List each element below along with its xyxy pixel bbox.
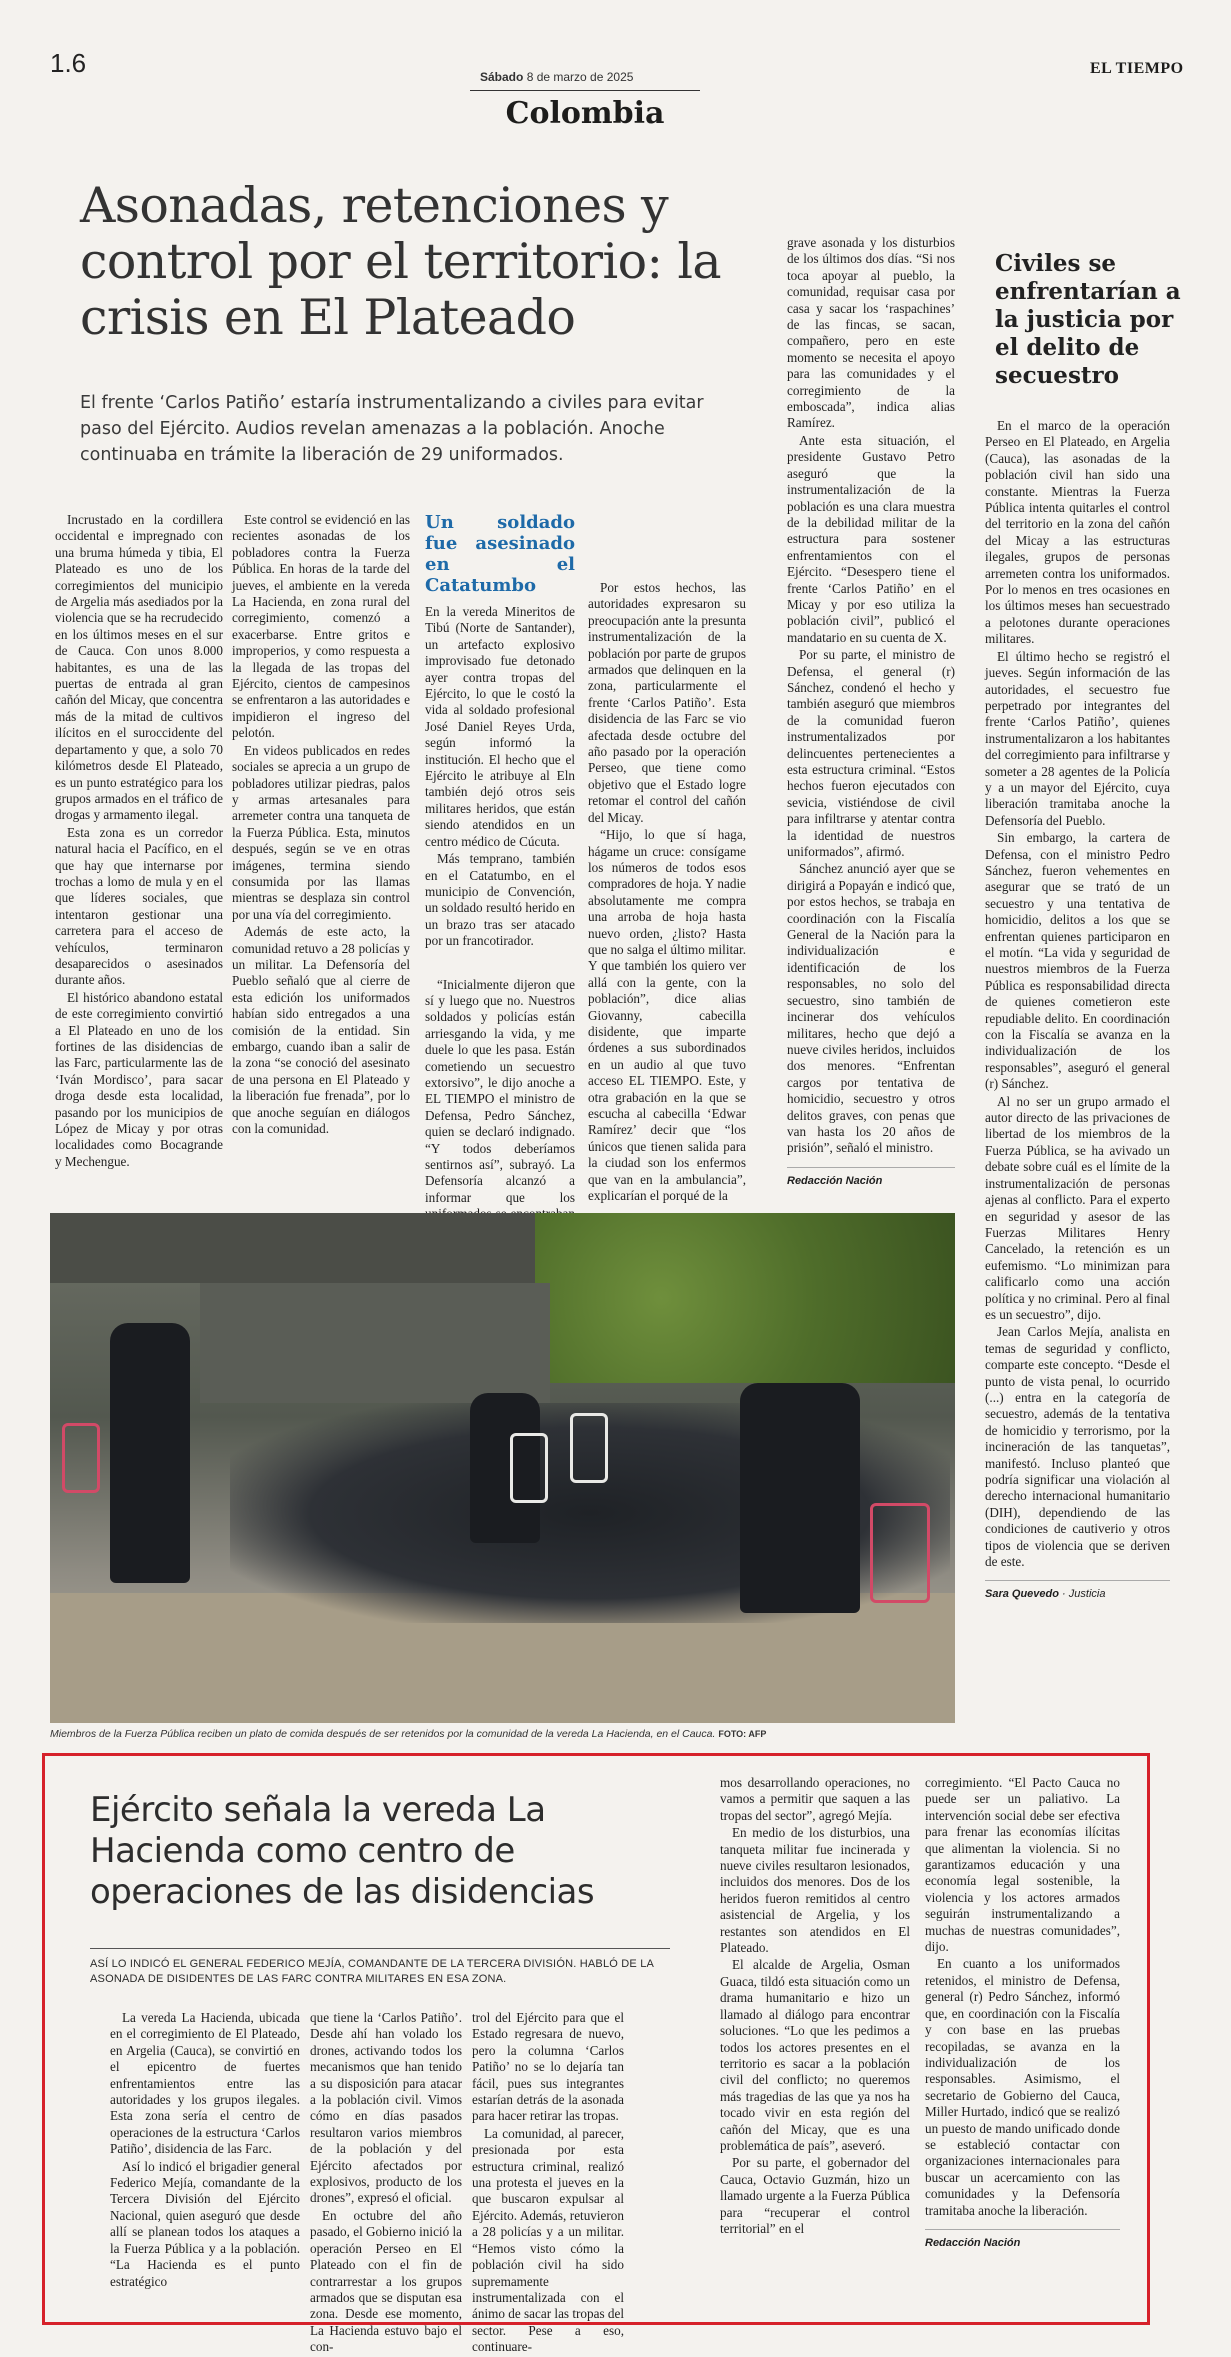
paragraph: La comunidad, al parecer, presionada por esta estructura criminal, realizó una protesta el jueves en la que buscaron expulsar al Ejército. Además, retuvieron a 28 policías y a un militar. “Hemos visto cómo la población civil ha sido supremamente instrumentalizada con el ánimo de sacar las tropas del sector. Pese a eso, continuare- [472,2125,624,2355]
paragraph: En octubre del año pasado, el Gobierno inició la operación Perseo en El Plateado con el fin de contrarrestar a los grupos armados que se disputan esa zona. Desde ese momento, La Hacienda estuvo bajo el con- [310,2207,462,2355]
paragraph: Este control se evidenció en las recientes asonadas de los pobladores contra la Fuerza Pública. En horas de la tarde del jueves, el ambiente en la vereda La Hacienda, en zona rural del corregimiento, comenzó a exacerbarse. Entre gritos e improperios, y como respuesta a la llegada de las tropas del Ejército, cientos de campesinos se enfrentaron a las autoridades e impidieron el ingreso del pelotón. [232,512,410,741]
date-rest: 8 de marzo de 2025 [526,70,634,84]
paragraph: Por su parte, el gobernador del Cauca, Octavio Guzmán, hizo un llamado urgente a la Fuerza Pública para “recuperar el control territorial” en el [720,2155,910,2236]
main-column-5 [787,235,955,1190]
sidebar-box-title: Un soldado fue asesinado en el Catatumbo [425,512,575,596]
paragraph: Sánchez anunció ayer que se dirigirá a Popayán e indicó que, por estos hechos, se trabaja en coordinación con la Fiscalía General de la Nación para la individualización e identificación de los responsables, no solo del secuestro, sino también de incinerar dos vehículos militares, hecho que dejó a nueve civiles heridos, incluidos dos menores. “Enfrentan cargos por tentativa de homicidio, secuestro y otros delitos graves, con penas que van hasta los 20 años de prisión”, señaló el ministro. [787,861,955,1156]
byline: Redacción Nación [787,1167,955,1189]
paragraph: La vereda La Hacienda, ubicada en el corregimiento de El Plateado, en Argelia (Cauca), se convirtió en el epicentro de fuertes enfrentamientos entre las autoridades y los grupos ilegales. Esta zona sería el centro de operaciones de la estructura ‘Carlos Patiño’, disidencia de las Farc. [110,2010,300,2157]
paragraph: Por estos hechos, las autoridades expresaron su preocupación ante la presunta instrumentalización de la población por parte de grupos armados que delinquen en la zona, particularmente el frente ‘Carlos Patiño’. Esta disidencia de las Farc se vio afectada desde octubre del año pasado por la operación Perseo, que tiene como objetivo que el Estado logre retomar el control del cañón del Micay. [588,580,746,825]
paragraph: El alcalde de Argelia, Osman Guaca, tildó esta situación como un drama humanitario e hizo un llamado al diálogo para encontrar soluciones. “Lo que les pedimos a todos los actores presentes en el territorio es sacar a la población civil del conflicto; no queremos más tragedias de las que ya nos ha tocado vivir en esta región del cañón del Micay, que es una problemática de país”, aseveró. [720,1957,910,2153]
main-column-4 [588,580,746,1205]
news-photo [50,1213,955,1723]
paragraph: “Inicialmente dijeron que sí y luego que no. Nuestros soldados y policías están arriesgando la vida, y me duele lo que les pasa. Están cometiendo un secuestro extorsivo”, le dijo anoche a EL TIEMPO el ministro de Defensa, Pedro Sánchez, quien se declaró indignado. “Y todos deberíamos sentirnos así”, subrayó. La Defensoría alcanzó a informar que los [425,976,575,1205]
paragraph: corregimiento. “El Pacto Cauca no puede ser un paliativo. La intervención social debe ser efectiva para frenar las economías ilícitas que alimentan la violencia. Si no garantizamos educación y una economía legal sostenible, la violencia y los actores armados seguirán instrumentalizando a muchas de nuestras comunidades”, dijo. [925,1775,1120,1955]
byline-desk: · Justicia [1062,1588,1106,1601]
secondary-column-5 [925,1775,1120,2252]
photo-person-seated [740,1383,860,1613]
byline-name: Sara Quevedo [985,1588,1059,1601]
photo-person-standing [110,1323,190,1583]
paragraph: “Hijo, lo que sí haga, hágame un cruce: consígame los números de todos esos compradores de hoja. Y nadie absolutamente me compra una arroba de hoja hasta nuevo orden, ¿listo? Hasta que no salga el último militar. Y que también los quiero ver allá con la gente, con la población”, dice alias Giovanny, cabecilla disidente, que imparte órdenes a sus subordinados en un audio al que tuvo acceso EL TIEMPO. Este, y otra grabación en la que se escucha al cabecilla ‘Edwar Ramírez’ decir que “los únicos que tienen salida para la ciudad son los enfermos que van en la ambulancia”, explicarían el porqué de la [588,827,746,1204]
photo-caption [50,1728,955,1740]
paragraph: El histórico abandono estatal de este corregimiento convirtió a El Plateado en uno de los fortines de las disidencias de las Farc, particularmente las de ‘Iván Mordisco’, para sacar droga desde esta localidad, pasando por los municipios de López de Micay y por otras localidades como Bocagrande y Mechengue. [55,989,223,1169]
paragraph: En videos publicados en redes sociales se aprecia a un grupo de pobladores utilizar piedras, palos y armas artesanales para arremeter contra una tanqueta de la Fuerza Pública. Esta, minutos después, según se ve en otras imágenes, termina siendo consumida por las llamas mientras se desplaza sin control por una vía del corregimiento. [232,742,410,922]
paragraph: En la vereda Mineritos de Tibú (Norte de Santander), un artefacto explosivo improvisado fue detonado ayer contra tropas del Ejército, lo que le costó la vida al soldado profesional José Daniel Reyes Urda, según informó la institución. El hecho que el Ejército le atribuye al Eln también dejó otros seis militares heridos, que están siendo atendidos en un centro médico de Cúcuta. [425,604,575,849]
paragraph: que tiene la ‘Carlos Patiño’. Desde ahí han volado los drones, activando todos los mecanismos que han tenido a su disposición para atacar a la población civil. Vimos cómo en días pasados resultaron varios miembros de la población y del Ejército afectados por explosivos, producto de los drones”, expresó el oficial. [310,2010,462,2206]
byline: Redacción Nación [925,2229,1120,2251]
secondary-kicker: ASÍ LO INDICÓ EL GENERAL FEDERICO MEJÍA, COMANDANTE DE LA TERCERA DIVISIÓN. HABLÓ DE LA ASONADA DE DISIDENTES DE LAS FARC CONTRA MILITARES EN ESA ZONA. [90,1948,670,1987]
paragraph: Más temprano, también en el Catatumbo, en el municipio de Convención, un soldado resultó herido en un brazo tras ser atacado por un francotirador. [425,851,575,949]
photo-chair-pink [870,1503,930,1603]
section-title: Colombia [505,96,665,131]
photo-wall [200,1283,550,1403]
paragraph: Incrustado en la cordillera occidental e impregnado con una bruma húmeda y tibia, El Plateado es uno de los corregimientos del municipio de Argelia más asediados por la violencia que se ha recrudecido en los últimos meses en el sur de Cauca. Con unos 8.000 habitantes, es una de las puertas de entrada al gran cañón del Micay, que concentra más de la mitad de cultivos ilícitos en el suroccidente del departamento y que, a solo 70 kilómetros desde El Plateado, es un punto estratégico para los grupos armados en el tráfico de drogas y armamento ilegal. [55,512,223,823]
paragraph: Así lo indicó el brigadier general Federico Mejía, comandante de la Tercera División del Ejército Nacional, quien aseguró que desde allí se planean todos los ataques a la Fuerza Pública y a la población. “La Hacienda es el punto estratégico [110,2158,300,2289]
date-line [480,70,633,84]
paragraph: El último hecho se registró el jueves. Según información de las autoridades, el secuestro fue perpetrado por integrantes del frente ‘Carlos Patiño’, quienes instrumentalizaron a los habitantes del corregimiento para infiltrarse y someter a 28 agentes de la Policía y a un mayor del Ejército, cuya liberación tramitaba anoche la Defensoría del Pueblo. [985,648,1170,828]
paragraph: mos desarrollando operaciones, no vamos a permitir que saquen a las tropas del sector”, agregó Mejía. [720,1775,910,1823]
secondary-headline: Ejército señala la vereda La Hacienda como centro de operaciones de las disidencias [90,1790,595,1912]
caption-text: Miembros de la Fuerza Pública reciben un plato de comida después de ser retenidos por la comunidad de la vereda La Hacienda, en el Cauca. [50,1728,716,1740]
photo-chair-pink [62,1423,100,1493]
paragraph: Jean Carlos Mejía, analista en temas de seguridad y conflicto, comparte este concepto. “Desde el punto de vista penal, lo ocurrido (...) entra en la categoría de secuestro, además de la tentativa de homicidio y terrorismo, por la incineración de las tanquetas”, manifestó. Incluso planteó que podría significar una violación al derecho internacional humanitario (DIH), dependiendo de las condiciones de cautiverio y otros tipos de violencia que se deriven de este. [985,1324,1170,1570]
photo-credit: FOTO: AFP [718,1729,767,1739]
main-deck: El frente ‘Carlos Patiño’ estaría instrumentalizando a civiles para evitar paso del Ejército. Audios revelan amenazas a la población. Anoche continuaba en trámite la liberación de 29 uniformados. [80,393,704,465]
sidebar-headline: Civiles se enfrentarían a la justicia por el delito de secuestro [995,250,1181,389]
date-day: Sábado [480,70,524,84]
paragraph: Sin embargo, la cartera de Defensa, con el ministro Pedro Sánchez, fueron vehementes en asegurar que se trató de un secuestro y una tentativa de homicidio, delitos a los que se enfrentan quienes participaron en el motín. “La vida y seguridad de nuestros miembros de la Fuerza Pública es responsabilidad directa de quienes cometieron este repudiable delito. En coordinación con la Fiscalía se avanza en la individualización de los responsables”, aseguró el general (r) Sánchez. [985,830,1170,1092]
secondary-column-1 [110,2010,300,2291]
section-rule [470,90,700,91]
paragraph: En cuanto a los uniformados retenidos, el ministro de Defensa, general (r) Pedro Sánchez, informó que, en coordinación con la Fiscalía y con base en las pruebas recopiladas, se avanza en la individualización de los responsables. Asimismo, el secretario de Gobierno del Cauca, Miller Hurtado, indicó que se realizó un puesto de mando unificado donde se estableció contactar con organizaciones internacionales para buscar un acercamiento con las comunidades y la Defensoría tramitaba anoche la liberación. [925,1956,1120,2218]
secondary-column-2 [310,2010,462,2357]
sidebar-column [985,418,1170,1604]
spacer [425,951,575,977]
main-column-2 [232,512,410,1138]
paragraph: En medio de los disturbios, una tanqueta militar fue incinerada y nueve civiles resultaron lesionados, incluidos dos menores. Dos de los heridos fueron remitidos al centro asistencial de Argelia, y los restantes son atendidos en El Plateado. [720,1825,910,1956]
brand-logo: EL TIEMPO [1090,60,1184,77]
photo-trees [535,1213,955,1383]
paragraph: grave asonada y los disturbios de los últimos dos días. “Si nos toca apoyar al pueblo, la comunidad, requisar casa por casa y sacar los ‘raspachines’ de las fincas, se sacan, compañero, pero en este momento se necesita el apoyo para las comunidades y el corregimiento de la emboscada”, indica alias Ramírez. [787,235,955,431]
paragraph: En el marco de la operación Perseo en El Plateado, en Argelia (Cauca), las asonadas de la población civil han sido una constante. Mientras la Fuerza Pública intenta quitarles el control del territorio en la zona del cañón del Micay a las estructuras ilegales, grupos de personas arremeten contra los uniformados. Por lo menos en tres ocasiones en los últimos meses han secuestrado a pelotones durante operaciones militares. [985,418,1170,647]
main-headline: Asonadas, retenciones y control por el territorio: la crisis en El Plateado [80,177,722,346]
main-column-3 [425,512,575,1240]
byline [985,1580,1170,1602]
paragraph: trol del Ejército para que el Estado regresara de nuevo, pero la columna ‘Carlos Patiño’ no se lo dejaría tan fácil, pues sus integrantes estarían detrás de la asonada para hacer retirar las tropas. [472,2010,624,2124]
paragraph: Ante esta situación, el presidente Gustavo Petro aseguró que la instrumentalización de la población es una clara muestra de la debilidad militar de la estructura para sostener enfrentamientos con el Ejército. “Desespero tiene el frente ‘Carlos Patiño’ en el Micay y por eso utiliza la población civil”, publicó el mandatario en su cuenta de X. [787,432,955,645]
photo-chair-white [570,1413,608,1483]
photo-chair-white [510,1433,548,1503]
page-number: 1.6 [50,48,87,78]
paragraph: Al no ser un grupo armado el autor directo de las privaciones de libertad de los miembros de la Fuerza Pública, se ha avivado un debate sobre cuál es el límite de la instrumentalización de personas ajenas al conflicto. Para el experto en seguridad y asesor de las Fuerzas Militares Henry Cancelado, la retención es un eufemismo. “Lo minimizan para calificarlo como una acción política y no criminal. Pero al final es un secuestro”, dijo. [985,1093,1170,1322]
paragraph: Esta zona es un corredor natural hacia el Pacífico, en el que hay que internarse por trochas a lomo de mula y en el que líderes sociales, que intentaron gestionar una carretera para el acceso de vehículos, terminaron desaparecidos o asesinados durante años. [55,824,223,988]
secondary-column-4 [720,1775,910,2238]
main-column-1 [55,512,223,1171]
secondary-column-3 [472,2010,624,2357]
paragraph: Por su parte, el ministro de Defensa, el general (r) Sánchez, condenó el hecho y también aseguró que miembros de la comunidad fueron instrumentalizados por delincuentes pertenecientes a esta estructura criminal. “Estos hechos fueron ejecutados con sevicia, vistiéndose de civil para infiltrarse y atentar contra la identidad de nuestros uniformados”, afirmó. [787,647,955,860]
paragraph: Además de este acto, la comunidad retuvo a 28 policías y un militar. La Defensoría del Pueblo señaló que al cierre de esta edición los uniformados habían sido entregados a una comisión de la entidad. Sin embargo, cuando iban a salir de la zona “se conoció del asesinato de una persona en El Plateado y la liberación fue frenada”, por lo que anoche seguían en diálogos con la comunidad. [232,924,410,1137]
